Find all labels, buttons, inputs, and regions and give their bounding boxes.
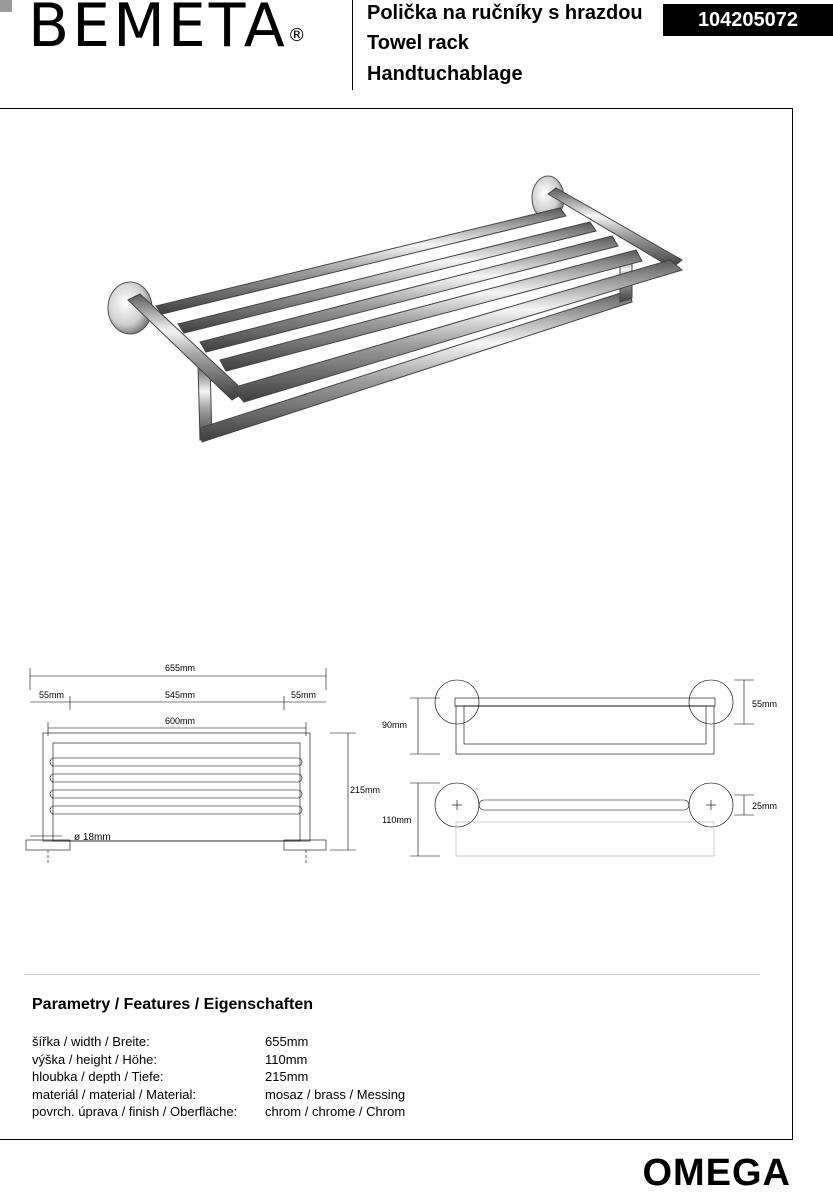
dim-right-offset: 55mm	[291, 690, 317, 700]
dim-depth: 215mm	[350, 785, 381, 795]
left-arm	[128, 294, 245, 400]
dim-tube: 25mm	[752, 801, 778, 811]
feature-label: hloubka / depth / Tiefe:	[32, 1069, 164, 1084]
dim-overall-width: 655mm	[165, 663, 196, 673]
feature-value: 110mm	[265, 1051, 308, 1067]
feature-value: 655mm	[265, 1034, 309, 1049]
dim-inner-span: 545mm	[165, 690, 196, 700]
features-labels	[32, 1033, 237, 1121]
feature-value: mosaz / brass / Messing	[265, 1086, 406, 1102]
feature-value: chrom / chrome / Chrom	[265, 1104, 406, 1119]
dim-tube-diameter: ø 18mm	[74, 832, 111, 843]
feature-value: 215mm	[265, 1069, 309, 1084]
dim-rosette: 55mm	[752, 699, 778, 709]
dim-side-height: 90mm	[382, 720, 408, 730]
feature-label: povrch. úprava / finish / Oberfläche:	[32, 1104, 238, 1119]
features-values	[265, 1033, 405, 1121]
features-separator	[24, 974, 760, 975]
top-view	[410, 783, 754, 856]
feature-label: šířka / width / Breite:	[32, 1034, 150, 1049]
title-de: Handtuchablage	[367, 63, 523, 85]
title-en: Towel rack	[367, 32, 469, 54]
feature-label: materiál / material / Material:	[32, 1086, 196, 1102]
header-divider	[352, 0, 353, 90]
features-heading: Parametry / Features / Eigenschaften	[32, 996, 313, 1013]
dim-bar-width: 600mm	[165, 716, 196, 726]
product-image	[0, 110, 792, 630]
logo-square	[0, 0, 12, 12]
technical-drawing	[0, 650, 792, 900]
feature-label: výška / height / Höhe:	[32, 1051, 158, 1067]
brand-logo: BEMETA®	[28, 0, 306, 61]
title-cz: Polička na ručníky s hrazdou	[367, 2, 643, 24]
side-view	[410, 680, 754, 754]
series-name: OMEGA	[642, 1152, 791, 1194]
dim-left-offset: 55mm	[39, 690, 65, 700]
product-code: 104205072	[663, 4, 833, 36]
dim-top-height: 110mm	[382, 815, 412, 825]
